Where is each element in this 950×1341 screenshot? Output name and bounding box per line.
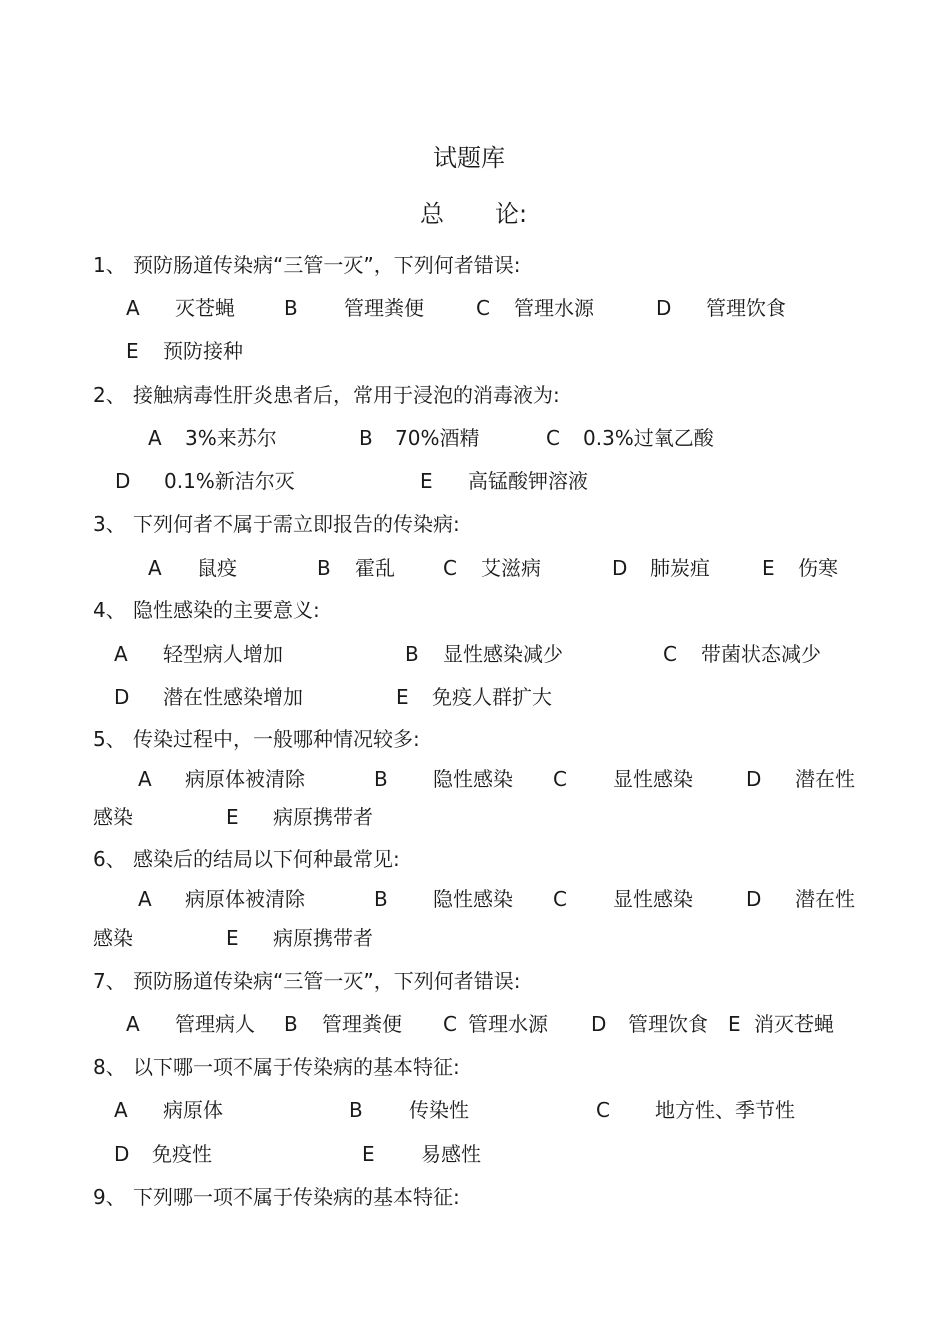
option-text: 轻型病人增加 xyxy=(163,642,283,666)
question-number: 1、 xyxy=(93,253,126,277)
question-number: 3、 xyxy=(93,512,126,536)
option-text: 病原携带者 xyxy=(273,805,373,829)
question-number: 7、 xyxy=(93,969,126,993)
option-text: 管理饮食 xyxy=(628,1012,708,1036)
option-text: 免疫性 xyxy=(152,1142,212,1166)
question-number: 9、 xyxy=(93,1185,126,1209)
option-letter: A xyxy=(114,642,128,666)
option-letter: C xyxy=(553,887,567,911)
question-text: 接触病毒性肝炎患者后，常用于浸泡的消毒液为: xyxy=(133,383,560,407)
option-letter: E xyxy=(420,469,433,493)
option-text: 灭苍蝇 xyxy=(175,296,235,320)
option-letter: A xyxy=(138,767,152,791)
option-letter: D xyxy=(591,1012,607,1036)
option-letter: D xyxy=(114,685,130,709)
option-letter: A xyxy=(138,887,152,911)
option-letter: D xyxy=(612,556,628,580)
question-number: 8、 xyxy=(93,1055,126,1079)
option-letter: B xyxy=(374,767,388,791)
question-text: 以下哪一项不属于传染病的基本特征: xyxy=(133,1055,460,1079)
option-letter: E xyxy=(762,556,775,580)
option-text: 隐性感染 xyxy=(433,887,513,911)
question-text: 预防肠道传染病“三管一灭”，下列何者错误: xyxy=(133,253,521,277)
option-text: 潜在性 xyxy=(795,767,855,791)
option-letter: E xyxy=(226,926,239,950)
option-letter: D xyxy=(114,1142,130,1166)
option-text: 管理病人 xyxy=(175,1012,255,1036)
option-text: 管理水源 xyxy=(514,296,594,320)
option-text: 显性感染 xyxy=(613,887,693,911)
option-letter: E xyxy=(396,685,409,709)
option-text: 肺炭疽 xyxy=(650,556,710,580)
option-letter: A xyxy=(126,1012,140,1036)
question-text: 下列哪一项不属于传染病的基本特征: xyxy=(133,1185,460,1209)
option-letter: C xyxy=(443,1012,457,1036)
option-letter: D xyxy=(115,469,131,493)
option-letter: A xyxy=(114,1098,128,1122)
option-text-wrap: 感染 xyxy=(93,805,133,829)
option-letter: C xyxy=(663,642,677,666)
option-letter: C xyxy=(546,426,560,450)
option-text: 显性感染减少 xyxy=(443,642,563,666)
option-text: 伤寒 xyxy=(798,556,838,580)
option-text: 传染性 xyxy=(409,1098,469,1122)
option-letter: D xyxy=(746,887,762,911)
option-text: 0.1%新洁尔灭 xyxy=(164,469,295,493)
option-text: 病原体被清除 xyxy=(185,887,305,911)
question-text: 隐性感染的主要意义: xyxy=(133,598,320,622)
option-letter: E xyxy=(362,1142,375,1166)
option-letter: B xyxy=(349,1098,363,1122)
option-text: 显性感染 xyxy=(613,767,693,791)
option-letter: E xyxy=(126,339,139,363)
option-letter: E xyxy=(226,805,239,829)
option-letter: D xyxy=(746,767,762,791)
option-text: 3%来苏尔 xyxy=(185,426,277,450)
option-text: 霍乱 xyxy=(355,556,395,580)
option-letter: D xyxy=(656,296,672,320)
option-text: 管理水源 xyxy=(468,1012,548,1036)
option-text-wrap: 感染 xyxy=(93,926,133,950)
option-text: 0.3%过氧乙酸 xyxy=(583,426,714,450)
option-text: 病原携带者 xyxy=(273,926,373,950)
question-text: 感染后的结局以下何种最常见: xyxy=(133,847,400,871)
option-text: 免疫人群扩大 xyxy=(432,685,552,709)
question-number: 2、 xyxy=(93,383,126,407)
option-text: 消灭苍蝇 xyxy=(754,1012,834,1036)
question-number: 5、 xyxy=(93,727,126,751)
option-letter: A xyxy=(148,556,162,580)
option-text: 管理饮食 xyxy=(706,296,786,320)
option-text: 潜在性 xyxy=(795,887,855,911)
question-number: 4、 xyxy=(93,598,126,622)
question-number: 6、 xyxy=(93,847,126,871)
option-text: 管理粪便 xyxy=(322,1012,402,1036)
option-text: 病原体 xyxy=(163,1098,223,1122)
option-text: 鼠疫 xyxy=(197,556,237,580)
option-letter: A xyxy=(126,296,140,320)
question-text: 预防肠道传染病“三管一灭”，下列何者错误: xyxy=(133,969,521,993)
section-heading-part2: 论: xyxy=(495,200,528,228)
option-letter: B xyxy=(405,642,419,666)
option-text: 隐性感染 xyxy=(433,767,513,791)
option-text: 管理粪便 xyxy=(344,296,424,320)
option-text: 预防接种 xyxy=(163,339,243,363)
question-text: 传染过程中，一般哪种情况较多: xyxy=(133,727,420,751)
option-text: 艾滋病 xyxy=(481,556,541,580)
section-heading-part1: 总 xyxy=(420,200,444,228)
option-letter: C xyxy=(596,1098,610,1122)
option-text: 带菌状态减少 xyxy=(701,642,821,666)
option-letter: B xyxy=(359,426,373,450)
option-letter: C xyxy=(553,767,567,791)
option-text: 70%酒精 xyxy=(395,426,480,450)
option-text: 高锰酸钾溶液 xyxy=(468,469,588,493)
option-text: 易感性 xyxy=(421,1142,481,1166)
option-text: 地方性、季节性 xyxy=(655,1098,795,1122)
page-title: 试题库 xyxy=(433,144,505,172)
option-letter: E xyxy=(728,1012,741,1036)
option-letter: B xyxy=(317,556,331,580)
option-text: 病原体被清除 xyxy=(185,767,305,791)
question-text: 下列何者不属于需立即报告的传染病: xyxy=(133,512,460,536)
option-letter: B xyxy=(284,1012,298,1036)
option-letter: B xyxy=(374,887,388,911)
option-letter: C xyxy=(476,296,490,320)
option-letter: C xyxy=(443,556,457,580)
option-text: 潜在性感染增加 xyxy=(163,685,303,709)
option-letter: A xyxy=(148,426,162,450)
option-letter: B xyxy=(284,296,298,320)
